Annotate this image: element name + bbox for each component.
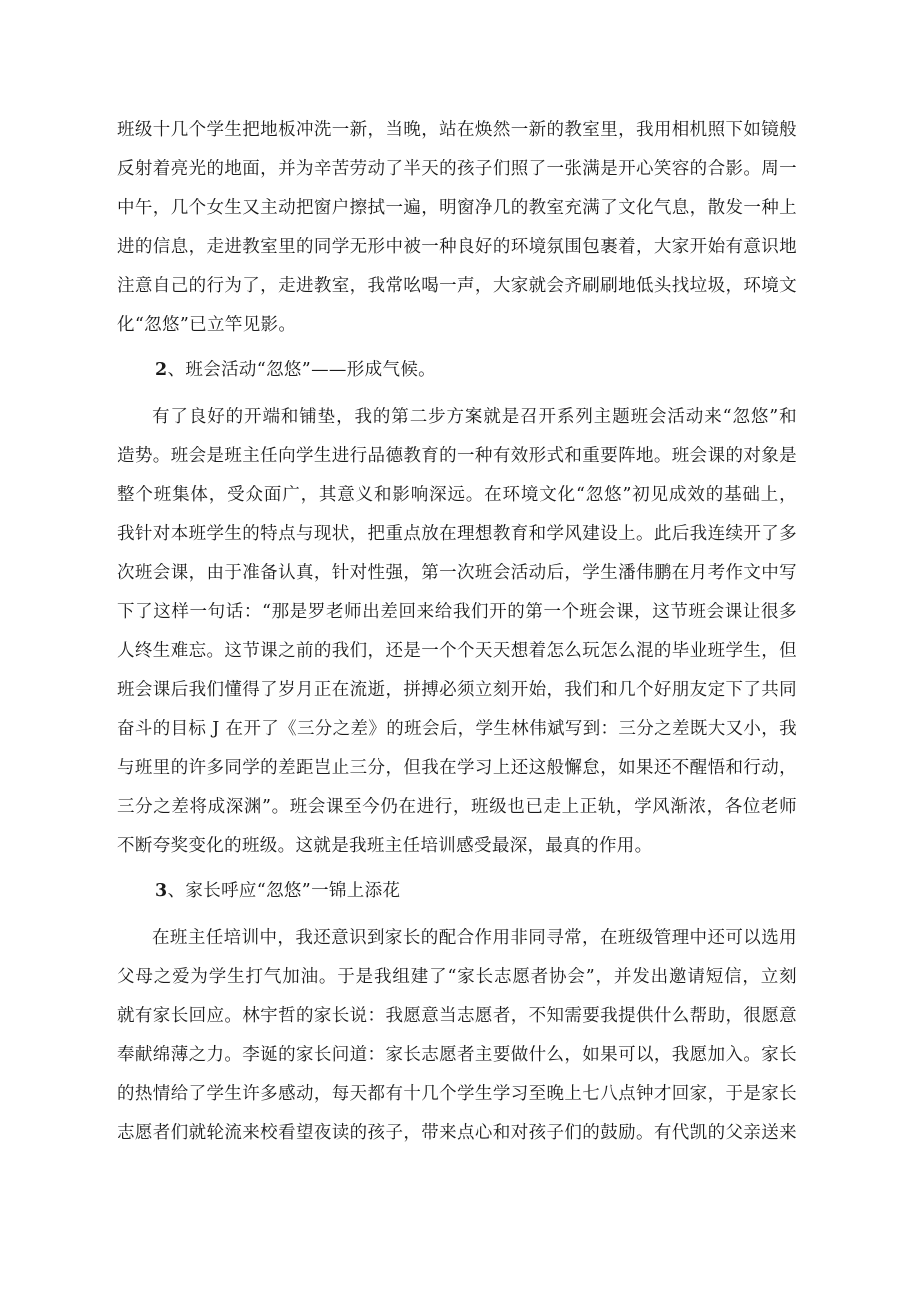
paragraph-1-line-1: 班级十几个学生把地板冲洗一新，当晚，站在焕然一新的教室里，我用相机照下如镜般 — [117, 120, 797, 140]
paragraph-2-line-3: 整个班集体，受众面广，其意义和影响深远。在环境文化“忽悠”初见成效的基础上， — [117, 485, 797, 505]
paragraph-3-line-1: 在班主任培训中，我还意识到家长的配合作用非同寻常，在班级管理中还可以选用 — [152, 928, 797, 948]
section-heading-3 — [155, 875, 795, 907]
paragraph-3-line-2: 父母之爱为学生打气加油。于是我组建了“家长志愿者协会”，并发出邀请短信，立刻 — [117, 967, 797, 987]
paragraph-2-line-9: 奋斗的目标 J 在开了《三分之差》的班会后，学生林伟斌写到：三分之差既大又小，我 — [117, 719, 797, 739]
paragraph-1-line-2: 反射着亮光的地面，并为辛苦劳动了半天的孩子们照了一张满是开心笑容的合影。周一 — [117, 159, 797, 179]
paragraph-3-line-3: 就有家长回应。林宇哲的家长说：我愿意当志愿者，不知需要我提供什么帮助，很愿意 — [117, 1006, 797, 1026]
paragraph-2-line-11: 三分之差将成深渊”。班会课至今仍在进行，班级也已走上正轨，学风渐浓，各位老师 — [117, 797, 797, 817]
section-number-2: 2 — [155, 360, 168, 380]
paragraph-1-line-4: 进的信息，走进教室里的同学无形中被一种良好的环境氛围包裹着，大家开始有意识地 — [117, 237, 797, 257]
section-title-2: 、班会活动“忽悠”——形成气候。 — [167, 360, 437, 380]
section-number-3: 3 — [155, 881, 168, 901]
paragraph-3-line-6: 志愿者们就轮流来校看望夜读的孩子，带来点心和对孩子们的鼓励。有代凯的父亲送来 — [117, 1123, 797, 1143]
paragraph-3-line-4: 奉献绵薄之力。李诞的家长问道：家长志愿者主要做什么，如果可以，我愿加入。家长 — [117, 1045, 797, 1065]
paragraph-2-line-8: 班会课后我们懂得了岁月正在流逝，拼搏必须立刻开始，我们和几个好朋友定下了共同 — [117, 680, 797, 700]
section-title-3: 、家长呼应“忽悠”一锦上添花 — [167, 881, 401, 901]
paragraph-1-line-5: 注意自己的行为了，走进教室，我常吆喝一声，大家就会齐刷刷地低头找垃圾，环境文 — [117, 276, 797, 296]
paragraph-2-line-7: 人终生难忘。这节课之前的我们，还是一个个天天想着怎么玩怎么混的毕业班学生，但 — [117, 641, 797, 661]
paragraph-2-line-6: 下了这样一句话：“那是罗老师出差回来给我们开的第一个班会课，这节班会课让很多 — [117, 602, 797, 622]
section-heading-2 — [155, 354, 795, 386]
paragraph-1-line-6: 化“忽悠”已立竿见影。 — [117, 315, 297, 335]
paragraph-2-line-4: 我针对本班学生的特点与现状，把重点放在理想教育和学风建设上。此后我连续开了多 — [117, 524, 797, 544]
paragraph-2-line-12: 不断夸奖变化的班级。这就是我班主任培训感受最深，最真的作用。 — [117, 836, 653, 856]
paragraph-2-line-2: 造势。班会是班主任向学生进行品德教育的一种有效形式和重要阵地。班会课的对象是 — [117, 446, 797, 466]
paragraph-1-line-3: 中午，几个女生又主动把窗户擦拭一遍，明窗净几的教室充满了文化气息，散发一种上 — [117, 198, 797, 218]
paragraph-3-line-5: 的热情给了学生许多感动，每天都有十几个学生学习至晚上七八点钟才回家，于是家长 — [117, 1084, 797, 1104]
paragraph-2-line-10: 与班里的许多同学的差距岂止三分，但我在学习上还这般懈怠，如果还不醒悟和行动， — [117, 758, 797, 778]
paragraph-2-line-5: 次班会课，由于准备认真，针对性强，第一次班会活动后，学生潘伟鹏在月考作文中写 — [117, 563, 797, 583]
paragraph-2-line-1: 有了良好的开端和铺垫，我的第二步方案就是召开系列主题班会活动来“忽悠”和 — [152, 407, 797, 427]
